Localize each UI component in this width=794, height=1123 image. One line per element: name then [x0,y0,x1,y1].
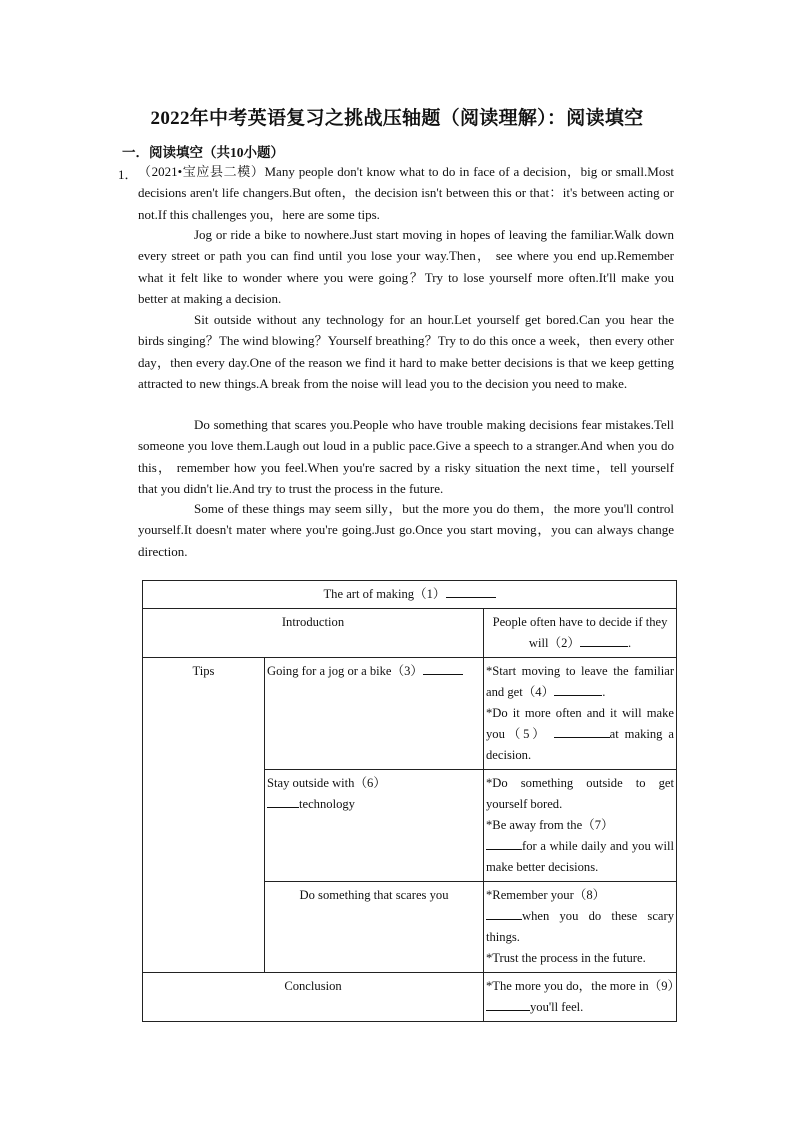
tip2-name: Stay outside with（6） [267,776,386,790]
conclusion-text-cell [484,973,681,1022]
table-row [143,658,677,770]
tips-label-cell [143,658,265,973]
conclusion-label-cell [143,973,484,1022]
passage-paragraph: Sit outside without any technology for an hour.Let yourself get bored.Can you hear the birds singing？The wind blowing？Yourself breathing？Try to do this once a week，then every other day，then every day.One of the reason we find it hard to make better decisions is that we keep getting attracted to new things.A break from the noise will lead you to the decision you need to make. [138,312,674,391]
tip1-detail1: *Start moving to leave the familiar and get（4） [486,664,675,699]
introduction-text-cell: People often have to decide if they will（2） . [484,609,677,658]
tip3-name: Do something that scares you [299,888,449,902]
table-heading-cell [143,581,677,609]
tip3-detail1-end: when you do these scary things. [486,909,675,944]
tip2-detail1: *Do something outside to get yourself bored. [486,776,675,811]
tip1-detail-cell: *Start moving to leave the familiar and get（4） . *Do it more often and it will make you（5） at making a decision. [484,658,677,770]
table-row [143,609,677,658]
blank-9[interactable] [486,997,530,1011]
tips-label: Tips [192,664,215,678]
tip1-detail2-end: at making a decision. [486,727,675,762]
blank-5[interactable] [554,724,610,738]
blank-2[interactable] [580,633,628,647]
tip3-detail-cell [484,882,677,973]
conclusion-label: Conclusion [284,979,342,993]
conclusion-text: *The more you do，the more in（9） [486,979,681,993]
section-heading: 一．阅读填空（共10小题） [122,145,284,160]
blank-7[interactable] [486,836,522,850]
passage-paragraph: Do something that scares you.People who have trouble making decisions fear mistakes.Tell someone you love them.Laugh out loud in a public pace.Give a speech to a stranger.And when you do this， remember how you feel.When you're sacred by a risky situation the next time，tell yourself that you didn't lie.And try to trust the process in the future. [138,417,674,496]
page-title: 2022年中考英语复习之挑战压轴题（阅读理解）：阅读填空 [150,108,644,129]
blank-1[interactable] [446,584,496,598]
table-heading: The art of making（1） [323,587,446,601]
tip1-name: Going for a jog or a bike（3） [267,664,423,678]
blank-4[interactable] [554,682,602,696]
answer-table [142,580,681,1022]
tip2-name-end: technology [299,797,355,811]
tip3-detail2: *Trust the process in the future. [486,951,646,965]
conclusion-text-end: you'll feel. [530,1000,584,1014]
tip1-detail2: *Do it more often and it will make you（5） [486,706,675,741]
passage-paragraph: Some of these things may seem silly，but the more you do them，the more you'll control yourself.It doesn't mater where you're going.Just go.Once you start moving，you can always change direction. [138,501,674,559]
table-row [143,973,677,1022]
question-number: 1． [118,167,138,182]
table-row [143,581,677,609]
tip3-detail1: *Remember your（8） [486,888,606,902]
introduction-label-cell [143,609,484,658]
passage-paragraph: Jog or ride a bike to nowhere.Just start moving in hopes of leaving the familiar.Walk down every street or path you can find until you lose your way.Then， see where you end up.Remember what it felt like to wonder where you were going？Try to lose yourself more often.It'll make you better at making a decision. [138,227,674,306]
tip2-detail2: *Be away from the（7） [486,818,614,832]
blank-8[interactable] [486,906,522,920]
tip3-name-cell [265,882,484,973]
introduction-label: Introduction [281,615,345,629]
blank-3[interactable] [423,661,463,675]
tip2-detail-cell [484,770,677,882]
tip2-name-cell [265,770,484,882]
tip1-name-cell [265,658,484,770]
blank-6[interactable] [267,794,299,808]
passage-paragraph: （2021•宝应县二模）Many people don't know what to do in face of a decision，big or small.Most decisions aren't life changers.But often，the decision isn't between this or that：it's between acting or not.If this challenges you，here are some tips. [138,164,674,222]
introduction-text: People often have to decide if they will（2） [492,615,668,650]
tip2-detail2-end: for a while daily and you will make better decisions. [486,839,675,874]
